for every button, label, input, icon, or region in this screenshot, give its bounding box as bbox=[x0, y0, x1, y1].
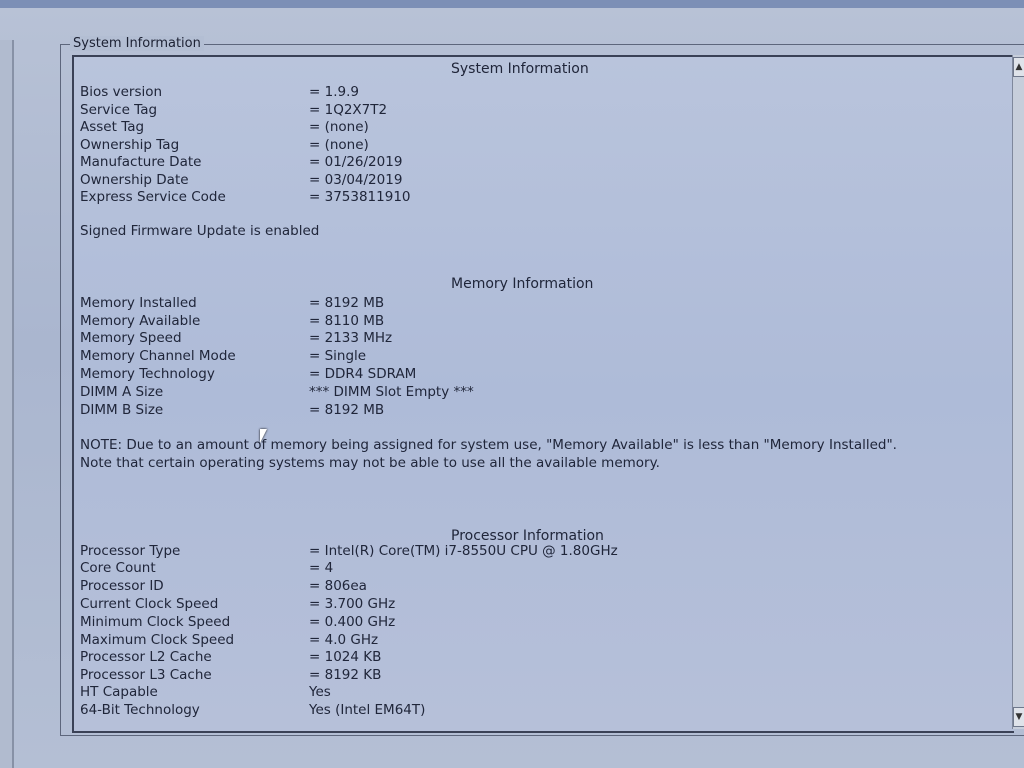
row-value: = 1.9.9 bbox=[309, 84, 359, 100]
row-value: = 01/26/2019 bbox=[309, 154, 403, 170]
row-value: = 1Q2X7T2 bbox=[309, 102, 388, 118]
row-value: Yes (Intel EM64T) bbox=[309, 702, 426, 718]
row-label: Processor Type bbox=[80, 543, 181, 559]
row-value: = Single bbox=[309, 348, 367, 364]
row-value: = 806ea bbox=[309, 578, 367, 594]
group-title: System Information bbox=[70, 36, 204, 51]
vertical-scrollbar[interactable] bbox=[1012, 55, 1024, 729]
row-label: Service Tag bbox=[80, 102, 158, 118]
memory-section-title: Memory Information bbox=[451, 276, 594, 292]
row-label: Manufacture Date bbox=[80, 154, 202, 170]
row-label: Express Service Code bbox=[80, 189, 226, 205]
row-value: = 3753811910 bbox=[309, 189, 411, 205]
row-label: Processor L3 Cache bbox=[80, 667, 212, 683]
row-value: = 4.0 GHz bbox=[309, 632, 379, 648]
row-value: = 2133 MHz bbox=[309, 330, 393, 346]
left-nav-edge bbox=[0, 40, 14, 768]
row-value: Yes bbox=[309, 684, 331, 700]
row-label: Memory Technology bbox=[80, 366, 215, 382]
row-value: = 3.700 GHz bbox=[309, 596, 396, 612]
system-info-panel bbox=[72, 55, 1014, 733]
row-value: = (none) bbox=[309, 137, 369, 153]
row-label: DIMM B Size bbox=[80, 402, 164, 418]
row-label: 64-Bit Technology bbox=[80, 702, 200, 718]
row-value: *** DIMM Slot Empty *** bbox=[309, 384, 474, 400]
row-label: Ownership Date bbox=[80, 172, 189, 188]
row-label: Memory Available bbox=[80, 313, 201, 329]
system-section-title: System Information bbox=[451, 61, 589, 77]
row-label: Memory Speed bbox=[80, 330, 182, 346]
processor-section-title: Processor Information bbox=[451, 528, 604, 544]
row-label: HT Capable bbox=[80, 684, 158, 700]
row-value: = 0.400 GHz bbox=[309, 614, 396, 630]
row-value: = 03/04/2019 bbox=[309, 172, 403, 188]
firmware-update-status: Signed Firmware Update is enabled bbox=[80, 223, 320, 239]
scroll-down-icon[interactable]: ▼ bbox=[1013, 707, 1024, 727]
row-value: = 8192 MB bbox=[309, 402, 385, 418]
row-label: DIMM A Size bbox=[80, 384, 164, 400]
row-label: Processor L2 Cache bbox=[80, 649, 212, 665]
row-value: = 1024 KB bbox=[309, 649, 382, 665]
row-value: = 8110 MB bbox=[309, 313, 385, 329]
row-label: Current Clock Speed bbox=[80, 596, 219, 612]
row-label: Memory Channel Mode bbox=[80, 348, 236, 364]
row-label: Core Count bbox=[80, 560, 156, 576]
row-value: = DDR4 SDRAM bbox=[309, 366, 417, 382]
row-value: = (none) bbox=[309, 119, 369, 135]
memory-note: NOTE: Due to an amount of memory being assigned for system use, "Memory Available" is less than "Memory Installed". Note that certain operating systems may not be able to use all the available memory. bbox=[80, 437, 897, 471]
mouse-pointer-icon bbox=[260, 429, 267, 443]
row-label: Memory Installed bbox=[80, 295, 197, 311]
row-label: Bios version bbox=[80, 84, 163, 100]
row-value: = Intel(R) Core(TM) i7-8550U CPU @ 1.80GHz bbox=[309, 543, 618, 559]
row-value: = 4 bbox=[309, 560, 334, 576]
scroll-up-icon[interactable]: ▲ bbox=[1013, 57, 1024, 77]
row-value: = 8192 MB bbox=[309, 295, 385, 311]
row-label: Asset Tag bbox=[80, 119, 145, 135]
window-top-band bbox=[0, 0, 1024, 8]
row-label: Processor ID bbox=[80, 578, 164, 594]
row-label: Minimum Clock Speed bbox=[80, 614, 231, 630]
row-label: Ownership Tag bbox=[80, 137, 180, 153]
row-value: = 8192 KB bbox=[309, 667, 382, 683]
row-label: Maximum Clock Speed bbox=[80, 632, 235, 648]
